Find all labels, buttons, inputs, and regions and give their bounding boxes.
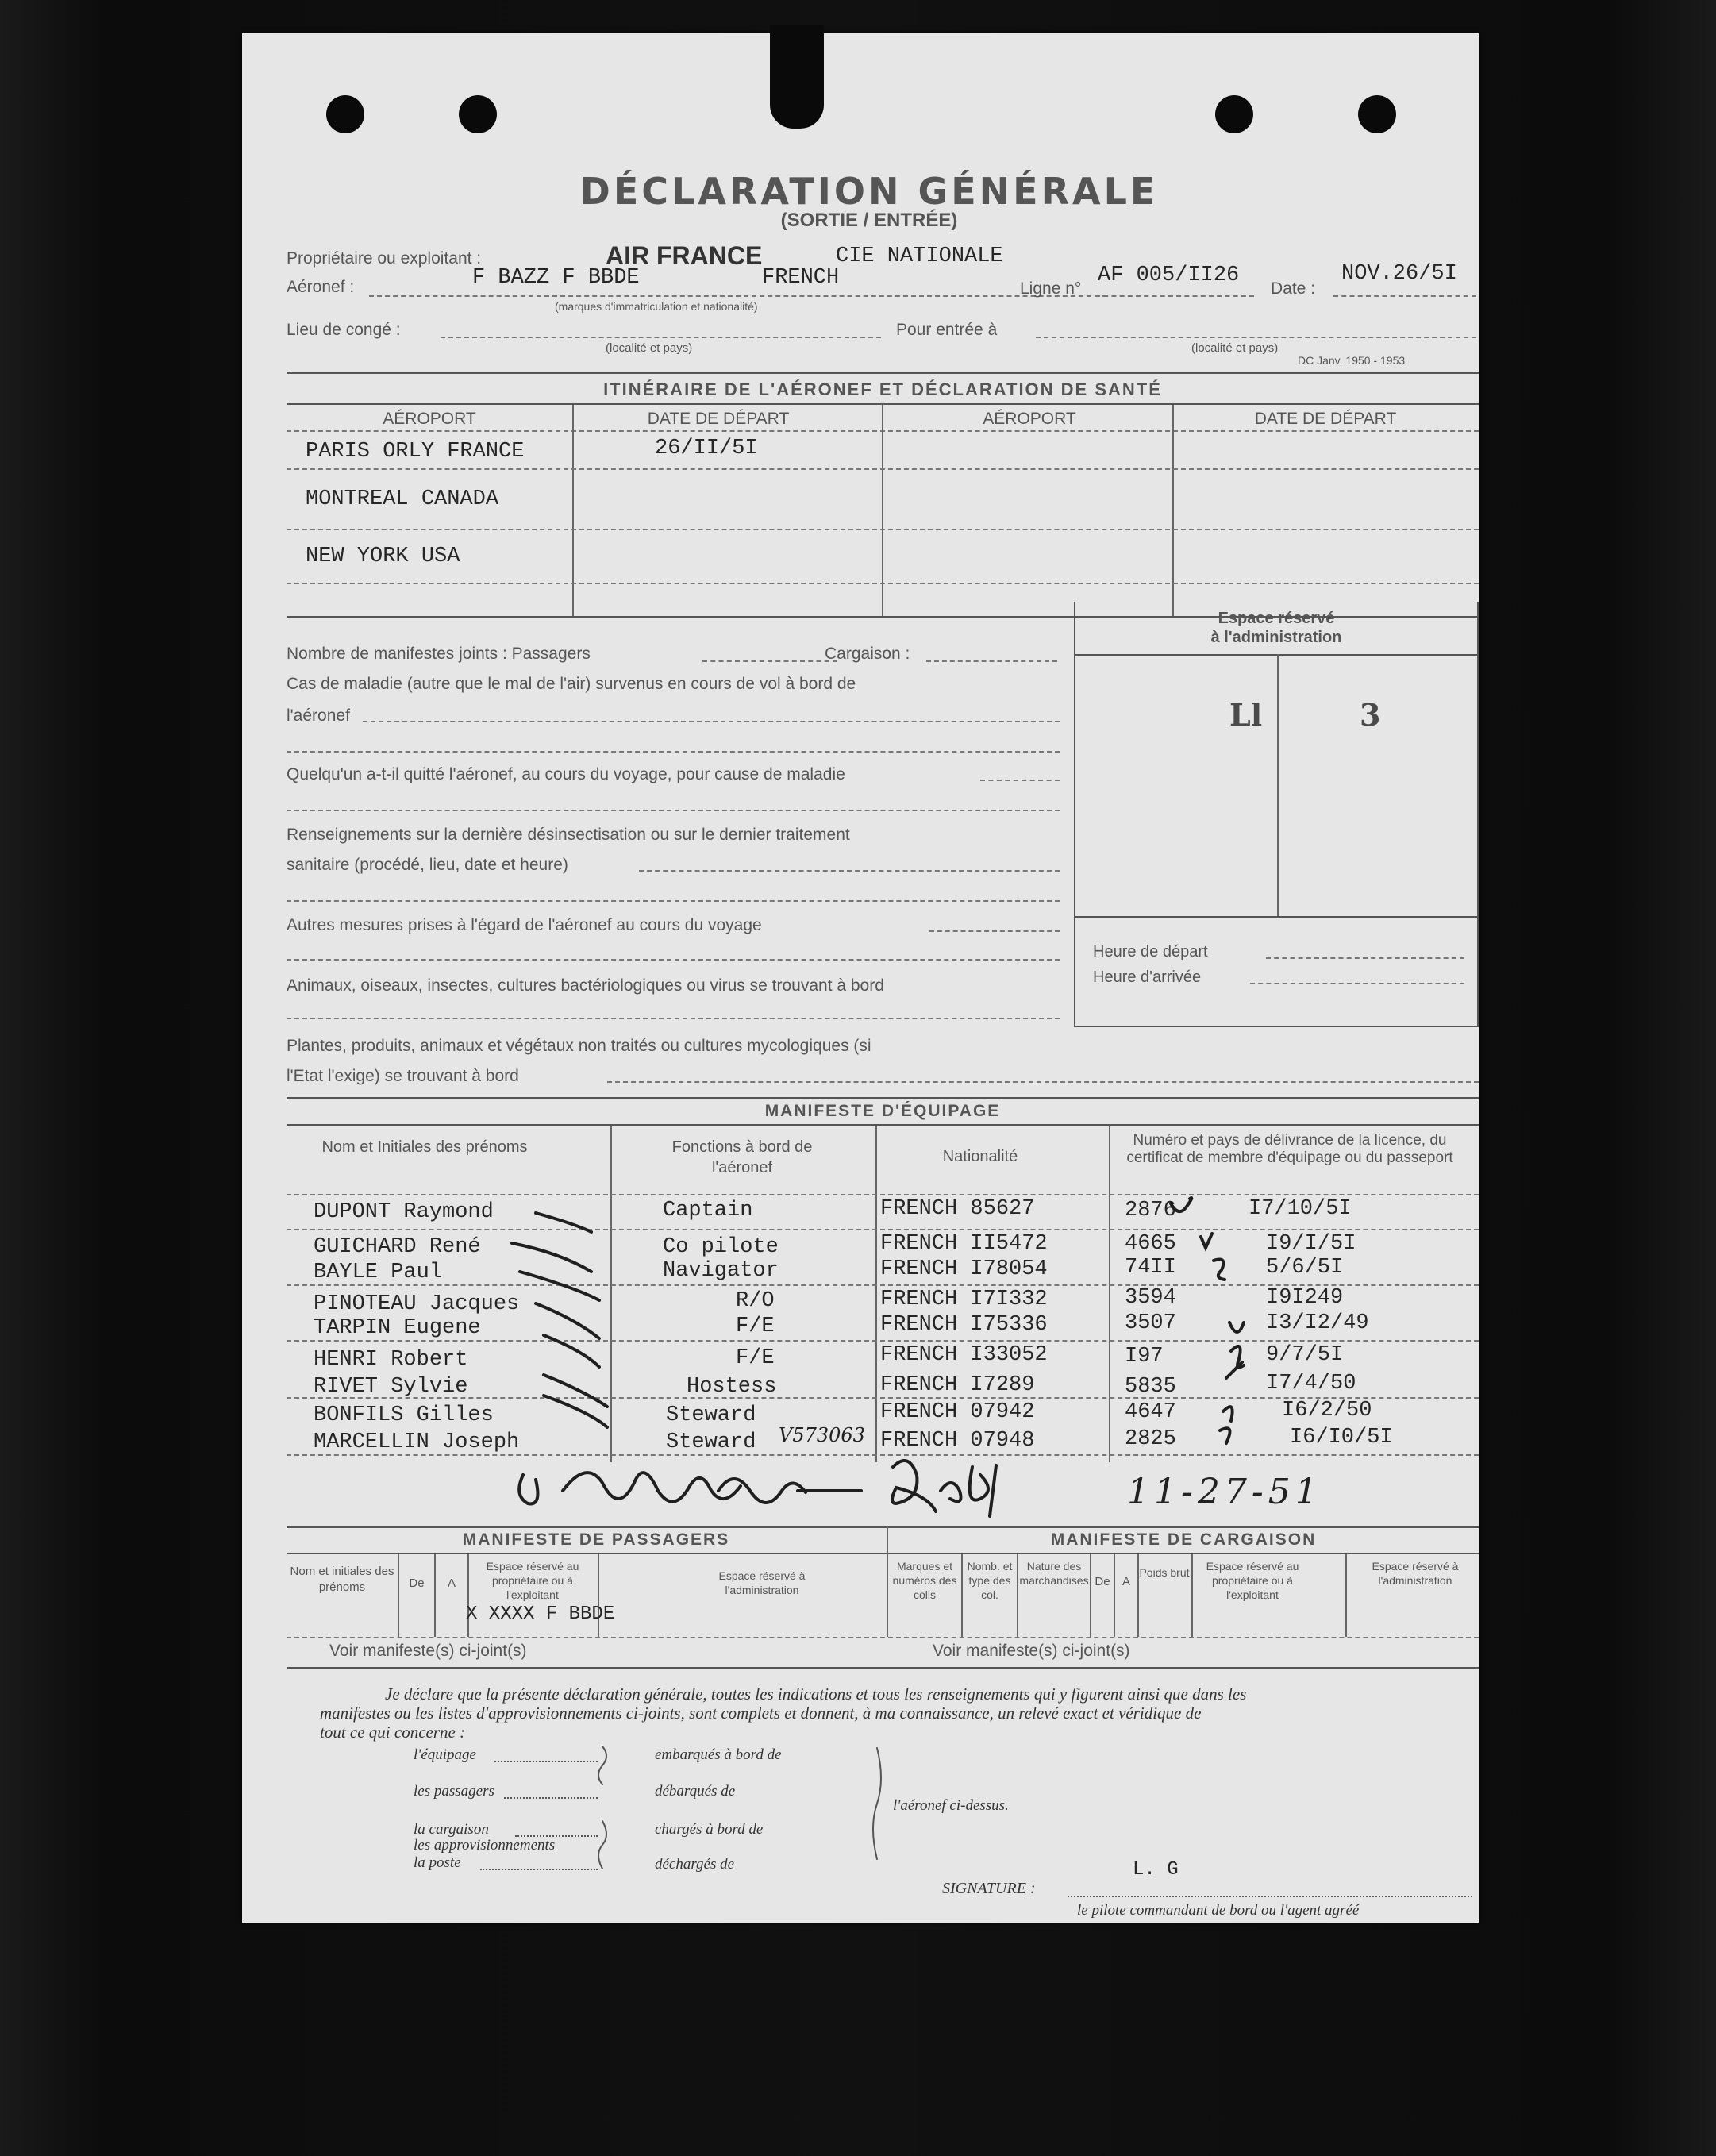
crew-function: Navigator	[663, 1259, 779, 1283]
crew-licence-date: I9/I/5I	[1266, 1232, 1356, 1256]
crew-licence-number: 2825	[1125, 1427, 1176, 1451]
entry-note: (localité et pays)	[1191, 341, 1279, 355]
admin-stamp-number: 3	[1360, 697, 1381, 733]
crew-nationality: FRENCH I33052	[880, 1343, 1048, 1367]
admin-stamp-mark: Ll	[1229, 697, 1263, 733]
question-plants: Plantes, produits, animaux et végétaux non traités ou cultures mycologiques (si	[287, 1037, 871, 1055]
crew-name: GUICHARD René	[314, 1235, 481, 1259]
signature-line	[1068, 1896, 1472, 1897]
crew-nationality: FRENCH I7I332	[880, 1288, 1048, 1311]
declaration-crew: l'équipage	[414, 1746, 476, 1763]
question-other-measures: Autres mesures prises à l'égard de l'aéronef au cours du voyage	[287, 916, 762, 934]
itinerary-col-date-2: DATE DE DÉPART	[1254, 410, 1397, 428]
crew-name: RIVET Sylvie	[314, 1375, 468, 1399]
itinerary-heading: ITINÉRAIRE DE L'AÉRONEF ET DÉCLARATION DE SANTÉ	[603, 379, 1162, 399]
form-reference: DC Janv. 1950 - 1953	[1298, 354, 1406, 367]
itinerary-airport: MONTREAL CANADA	[306, 487, 499, 511]
cargo-heading: MANIFESTE DE CARGAISON	[1050, 1530, 1317, 1549]
itinerary-date: 26/II/5I	[655, 437, 758, 460]
cargo-col-admin-space: Espace réservé à l'administration	[1372, 1560, 1459, 1587]
crew-handwritten-note: V573063	[779, 1424, 865, 1446]
departure-place-label: Lieu de congé :	[287, 321, 401, 339]
crew-licence-number: 74II	[1125, 1256, 1176, 1280]
signature-label: SIGNATURE :	[942, 1880, 1036, 1897]
aircraft-nationality: FRENCH	[762, 266, 840, 290]
declaration-passengers: les passagers	[414, 1783, 494, 1800]
route-value: AF 005/II26	[1098, 264, 1240, 287]
declaration-supplies: les approvisionnements	[414, 1837, 556, 1854]
passenger-heading: MANIFESTE DE PASSAGERS	[462, 1530, 730, 1549]
itinerary-col-airport-2: AÉROPORT	[983, 410, 1076, 428]
date-label: Date :	[1271, 279, 1316, 298]
crew-nationality: FRENCH I78054	[880, 1257, 1048, 1281]
crew-function: Captain	[663, 1199, 753, 1222]
declaration-aircraft: l'aéronef ci-dessus.	[893, 1797, 1009, 1814]
aircraft-registration: F BAZZ F BBDE	[472, 266, 640, 290]
crew-licence-date: I6/I0/5I	[1290, 1426, 1393, 1450]
route-label: Ligne n°	[1020, 279, 1082, 298]
passenger-col-admin-space: Espace réservé à l'administration	[718, 1569, 806, 1596]
cargo-col-count: Nomb. et type des col.	[967, 1560, 1013, 1601]
declaration-loaded: chargés à bord de	[655, 1821, 764, 1838]
departure-time-label: Heure de départ	[1093, 943, 1208, 961]
crew-name: HENRI Robert	[314, 1348, 468, 1372]
admin-box-title: Espace réservé	[1218, 610, 1335, 627]
passenger-col-name: Nom et initiales des prénoms	[290, 1565, 394, 1594]
arrival-time-label: Heure d'arrivée	[1093, 968, 1202, 986]
declaration-line-3: tout ce qui concerne :	[320, 1723, 466, 1742]
crew-licence-date: I7/10/5I	[1249, 1197, 1352, 1221]
aircraft-note: (marques d'immatriculation et nationalité)	[555, 300, 758, 313]
crew-licence-number: 3507	[1125, 1311, 1176, 1335]
crew-col-name: Nom et Initiales des prénoms	[321, 1138, 528, 1156]
cargo-col-weight: Poids brut	[1139, 1566, 1190, 1579]
crew-licence-date: 5/6/5I	[1266, 1256, 1344, 1280]
cargo-col-from: De	[1095, 1575, 1110, 1588]
question-left-aircraft: Quelqu'un a-t-il quitté l'aéronef, au cours du voyage, pour cause de maladie	[287, 765, 845, 783]
cargo-see-attached: Voir manifeste(s) ci-joint(s)	[933, 1642, 1130, 1660]
signatory-note: le pilote commandant de bord ou l'agent agréé	[1077, 1902, 1360, 1919]
crew-licence-number: I97	[1125, 1345, 1164, 1369]
question-animals: Animaux, oiseaux, insectes, cultures bactériologiques ou virus se trouvant à bord	[287, 976, 884, 995]
declaration-embarked: embarqués à bord de	[655, 1746, 782, 1763]
cargo-col-marks: Marques et numéros des colis	[892, 1560, 957, 1601]
aircraft-label: Aéronef :	[287, 278, 355, 296]
question-disinsection-2: sanitaire (procédé, lieu, date et heure)	[287, 856, 568, 874]
declaration-document	[242, 33, 1479, 1923]
declaration-mail: la poste	[414, 1854, 461, 1871]
cargo-label: Cargaison :	[825, 645, 910, 663]
crew-heading: MANIFESTE D'ÉQUIPAGE	[764, 1102, 1001, 1120]
cargo-col-to: A	[1122, 1575, 1130, 1588]
crew-nationality: FRENCH 85627	[880, 1197, 1035, 1221]
form-subtitle: (SORTIE / ENTRÉE)	[780, 210, 958, 231]
cargo-col-nature: Nature des marchandises	[1019, 1560, 1089, 1587]
crew-col-nationality: Nationalité	[942, 1148, 1018, 1165]
crew-function: Steward	[666, 1403, 756, 1427]
question-disinsection: Renseignements sur la dernière désinsectisation ou sur le dernier traitement	[287, 826, 850, 844]
declaration-disembarked: débarqués de	[655, 1783, 736, 1800]
crew-licence-number: 4665	[1125, 1232, 1176, 1256]
crew-name: PINOTEAU Jacques	[314, 1292, 520, 1316]
owner-value-2: CIE NATIONALE	[836, 244, 1003, 268]
crew-name: TARPIN Eugene	[314, 1316, 481, 1340]
owner-value: AIR FRANCE	[606, 241, 763, 270]
date-value: NOV.26/5I	[1341, 262, 1457, 286]
passenger-col-owner-space: Espace réservé au propriétaire ou à l'exploitant	[486, 1560, 579, 1601]
crew-function: F/E	[736, 1346, 775, 1370]
admin-box-title-2: à l'administration	[1210, 629, 1342, 646]
cargo-col-owner-space: Espace réservé au propriétaire ou à l'exploitant	[1206, 1560, 1299, 1601]
crew-licence-number: 5835	[1125, 1375, 1176, 1399]
crew-function: R/O	[736, 1289, 775, 1313]
crew-nationality: FRENCH I75336	[880, 1313, 1048, 1337]
declaration-unloaded: déchargés de	[655, 1856, 735, 1873]
crew-col-function: Fonctions à bord de l'aéronef	[671, 1138, 813, 1176]
owner-label: Propriétaire ou exploitant :	[287, 249, 482, 268]
signature-value: L. G	[1133, 1859, 1179, 1881]
crew-licence-date: I3/I2/49	[1266, 1311, 1369, 1335]
entry-label: Pour entrée à	[896, 321, 998, 339]
passenger-see-attached: Voir manifeste(s) ci-joint(s)	[329, 1642, 527, 1660]
crew-function: Steward	[666, 1430, 756, 1454]
crew-licence-date: I6/2/50	[1282, 1399, 1372, 1423]
signature-date: 11-27-51	[1127, 1472, 1322, 1512]
passenger-entry: X XXXX F BBDE	[466, 1604, 615, 1625]
crew-licence-date: 9/7/5I	[1266, 1343, 1344, 1367]
itinerary-col-date-1: DATE DE DÉPART	[647, 410, 790, 428]
crew-nationality: FRENCH 07948	[880, 1429, 1035, 1453]
crew-licence-number: 2876	[1125, 1199, 1176, 1222]
crew-nationality: FRENCH 07942	[880, 1400, 1035, 1424]
form-title: DÉCLARATION GÉNÉRALE	[579, 170, 1159, 213]
crew-name: MARCELLIN Joseph	[314, 1430, 520, 1454]
crew-nationality: FRENCH II5472	[880, 1232, 1048, 1256]
question-illness: Cas de maladie (autre que le mal de l'air) survenus en cours de vol à bord de	[287, 675, 856, 693]
declaration-braces	[242, 33, 1479, 1923]
itinerary-airport: NEW YORK USA	[306, 545, 460, 568]
crew-function: F/E	[736, 1315, 775, 1338]
crew-col-licence: Numéro et pays de délivrance de la licence, du certificat de membre d'équipage ou du passeport	[1126, 1132, 1453, 1166]
crew-name: BONFILS Gilles	[314, 1403, 494, 1427]
manifests-label: Nombre de manifestes joints : Passagers	[287, 645, 591, 663]
crew-name: BAYLE Paul	[314, 1261, 443, 1284]
passenger-col-from: De	[409, 1577, 425, 1590]
crew-nationality: FRENCH I7289	[880, 1373, 1035, 1397]
crew-licence-date: I9I249	[1266, 1286, 1344, 1310]
crew-licence-date: I7/4/50	[1266, 1372, 1356, 1396]
itinerary-airport: PARIS ORLY FRANCE	[306, 440, 525, 464]
crew-licence-number: 3594	[1125, 1286, 1176, 1310]
declaration-line-1: Je déclare que la présente déclaration générale, toutes les indications et tous les renseignements qui y figurent ainsi que dans les	[385, 1684, 1247, 1704]
crew-function: Co pilote	[663, 1235, 779, 1259]
departure-place-note: (localité et pays)	[606, 341, 693, 355]
declaration-cargo: la cargaison	[414, 1821, 489, 1838]
question-plants-2: l'Etat l'exige) se trouvant à bord	[287, 1067, 519, 1085]
declaration-line-2: manifestes ou les listes d'approvisionnements ci-joints, sont complets et donnent, à ma connaissance, un relevé exact et véridique de	[320, 1704, 1202, 1723]
question-illness-2: l'aéronef	[287, 706, 350, 725]
crew-name: DUPONT Raymond	[314, 1200, 494, 1224]
passenger-col-to: A	[447, 1577, 456, 1590]
itinerary-col-airport-1: AÉROPORT	[383, 410, 476, 428]
crew-licence-number: 4647	[1125, 1400, 1176, 1424]
crew-function: Hostess	[687, 1375, 777, 1399]
